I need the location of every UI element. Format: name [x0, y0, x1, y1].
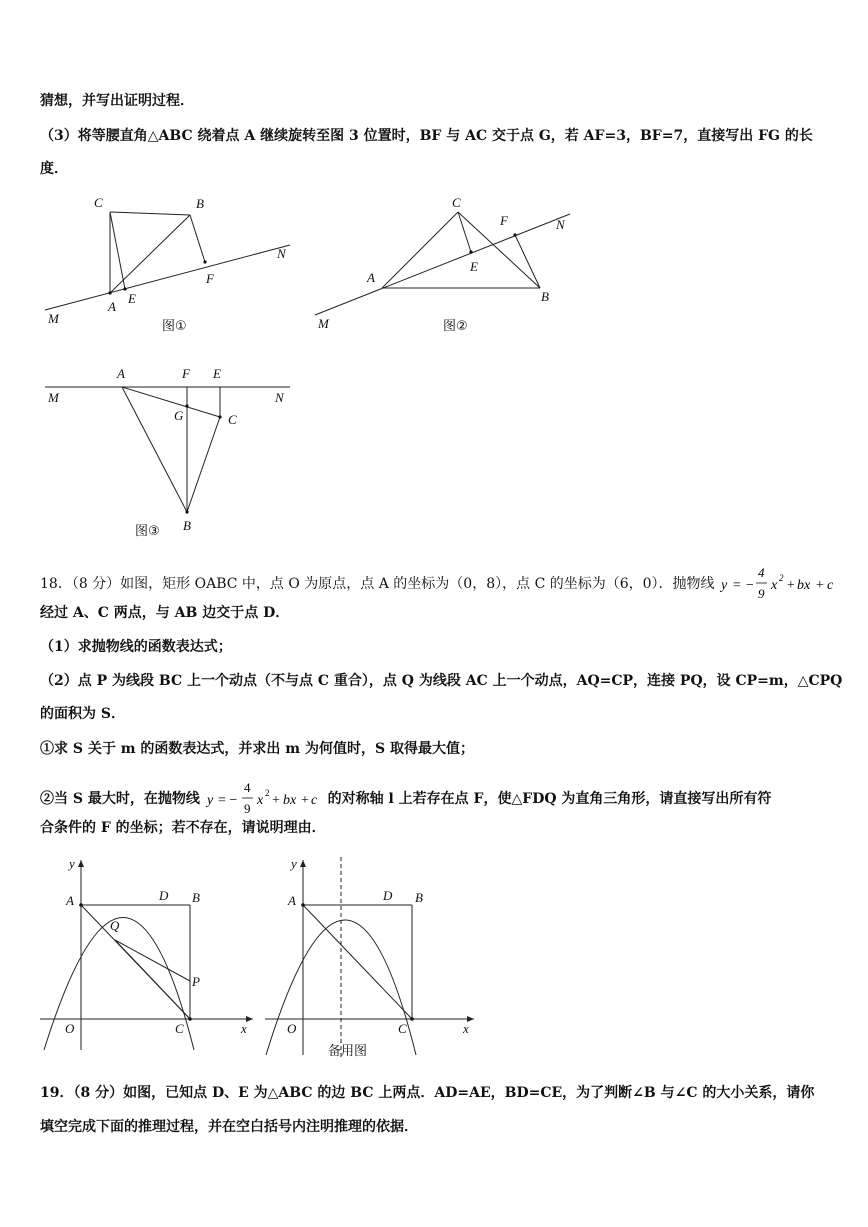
svg-text:+: +	[815, 578, 825, 593]
parabola-formula	[719, 562, 851, 606]
svg-text:c: c	[827, 578, 834, 593]
fig1-label-n: N	[277, 246, 286, 261]
fig4-label-p: P	[192, 974, 200, 989]
fig5-label-c: C	[398, 1021, 407, 1036]
svg-text:4: 4	[758, 565, 765, 580]
figure-5	[262, 855, 482, 1065]
svg-text:+: +	[786, 578, 796, 593]
p18-line4: （2）点 P 为线段 BC 上一个动点（不与点 C 重合），点 Q 为线段 AC 上一个动点，AQ=CP，连接 PQ，设 CP=m，△CPQ	[40, 673, 843, 689]
fig1-label-c: C	[94, 195, 103, 210]
fig1-label-m: M	[48, 311, 59, 326]
fig3-caption: 图③	[135, 524, 160, 539]
p18-line2: 经过 A、C 两点，与 AB 边交于点 D．	[40, 605, 290, 621]
fig2-label-n: N	[556, 217, 565, 232]
fig4-label-y: y	[69, 856, 75, 871]
fig1-caption: 图①	[162, 319, 187, 334]
fig4-label-c: C	[175, 1021, 184, 1036]
fig5-label-a: A	[288, 893, 296, 908]
p19-line2: 填空完成下面的推理过程，并在空白括号内注明推理的依据．	[40, 1119, 418, 1135]
fig5-label-y: y	[291, 856, 297, 871]
p18-line7-pre: ②当 S 最大时，在抛物线	[40, 791, 205, 807]
fig3-label-g: G	[174, 408, 184, 423]
fig1-label-a: A	[108, 299, 116, 314]
fig4-label-o: O	[65, 1021, 75, 1036]
svg-text:y: y	[721, 578, 728, 593]
svg-text:2: 2	[779, 573, 784, 583]
fig3-label-c: C	[228, 412, 237, 427]
svg-text:bx: bx	[282, 793, 296, 808]
p18-line1-text: 18．（8 分）如图，矩形 OABC 中，点 O 为原点，点 A 的坐标为（0，8），点 C 的坐标为（6，0）．抛物线	[40, 576, 719, 592]
parabola-formula-inline-svg	[205, 777, 323, 821]
svg-text:bx: bx	[797, 578, 811, 593]
fig3-label-b: B	[183, 518, 191, 533]
fig1-label-b: B	[196, 196, 204, 211]
svg-text:+: +	[271, 793, 280, 808]
fig4-label-q: Q	[110, 918, 120, 933]
p17-line1: 猜想，并写出证明过程．	[40, 93, 194, 109]
p17-line2: （3）将等腰直角△ABC 绕着点 A 继续旋转至图 3 位置时，BF 与 AC 交于点 G，若 AF=3，BF=7，直接写出 FG 的长	[40, 128, 813, 144]
fig5-caption: 备用图	[328, 1044, 368, 1059]
fig2-label-c: C	[452, 195, 461, 210]
svg-text:9: 9	[758, 586, 765, 601]
fig5-label-x: x	[463, 1021, 469, 1036]
fig4-label-b: B	[192, 890, 200, 905]
svg-text:y: y	[206, 793, 213, 808]
svg-text:2: 2	[264, 788, 270, 798]
fig3-label-a: A	[117, 366, 125, 381]
fig5-label-o: O	[287, 1021, 297, 1036]
fig1-label-e: E	[128, 291, 136, 306]
p19-line1: 19．（8 分）如图，已知点 D、E 为△ABC 的边 BC 上两点．AD=AE，BD=CE，为了判断∠B 与∠C 的大小关系，请你	[40, 1085, 815, 1101]
fig3-label-e: E	[213, 366, 221, 381]
figure-1	[40, 190, 300, 340]
fig2-label-m: M	[318, 316, 329, 331]
fig4-label-a: A	[66, 893, 74, 908]
p17-line3: 度．	[40, 161, 68, 177]
fig5-label-b: B	[415, 890, 423, 905]
p18-line7-post: 的对称轴 l 上若存在点 F，使△FDQ 为直角三角形，请直接写出所有符	[327, 791, 772, 807]
fig4-label-x: x	[241, 1021, 247, 1036]
p18-line3: （1）求抛物线的函数表达式；	[40, 639, 232, 655]
figure-4	[38, 855, 263, 1055]
figure-2	[310, 190, 580, 340]
fig3-label-f: F	[182, 366, 190, 381]
parabola-formula-svg	[719, 562, 851, 606]
fig3-label-n: N	[275, 390, 284, 405]
svg-text:x: x	[256, 793, 263, 808]
svg-text:= −: = −	[732, 578, 755, 593]
fig4-label-d: D	[159, 888, 169, 903]
p18-line7	[40, 777, 771, 821]
svg-text:c: c	[310, 793, 317, 808]
fig2-label-f: F	[500, 213, 508, 228]
figure-3	[40, 360, 300, 545]
p18-line6: ①求 S 关于 m 的函数表达式，并求出 m 为何值时，S 取得最大值；	[40, 741, 474, 757]
fig2-label-a: A	[367, 270, 375, 285]
svg-text:9: 9	[243, 801, 251, 816]
svg-text:x: x	[771, 578, 778, 593]
p18-line1	[40, 562, 851, 606]
svg-text:+: +	[300, 793, 309, 808]
svg-text:= −: = −	[217, 793, 238, 808]
p18-line8: 合条件的 F 的坐标；若不存在，请说明理由．	[40, 820, 326, 836]
fig5-label-d: D	[383, 888, 393, 903]
fig2-caption: 图②	[443, 319, 468, 334]
fig1-label-f: F	[206, 271, 214, 286]
fig2-label-b: B	[541, 289, 549, 304]
fig2-label-e: E	[470, 259, 478, 274]
svg-text:4: 4	[243, 780, 251, 795]
fig3-label-m: M	[48, 390, 59, 405]
p18-line5: 的面积为 S．	[40, 706, 125, 722]
